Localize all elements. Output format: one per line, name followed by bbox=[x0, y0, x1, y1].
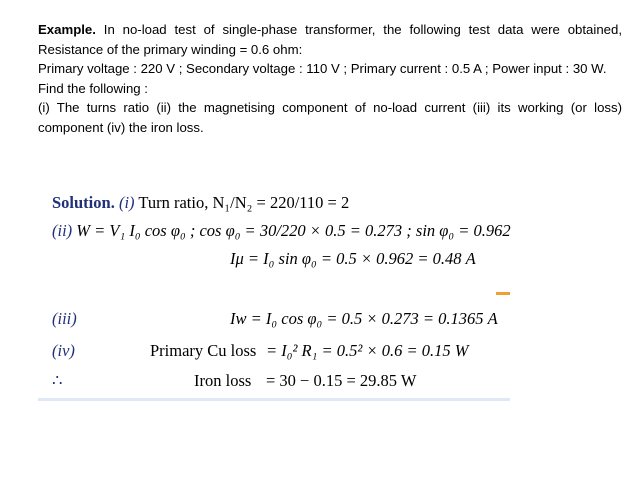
solution-line-2 bbox=[52, 221, 511, 241]
test-data-line: Primary voltage : 220 V ; Secondary voltage : 110 V ; Primary current : 0.5 A ; Power input : 30 W. bbox=[38, 61, 607, 76]
solution-line-3 bbox=[230, 249, 476, 269]
part-iv-label: (iv) bbox=[52, 341, 75, 360]
solution-line-6 bbox=[52, 371, 417, 391]
power-equation: W = V₁ I₀ cos φ₀ ; cos φ₀ = 30/220 × 0.5 = 0.273 ; sin φ₀ = 0.962 bbox=[76, 221, 511, 240]
part-iii-label: (iii) bbox=[52, 309, 77, 328]
solution-line-5 bbox=[52, 341, 469, 361]
example-label: Example. bbox=[38, 22, 96, 37]
therefore-symbol: ∴ bbox=[52, 371, 63, 390]
magnetising-current-eq: Iμ = I₀ sin φ₀ = 0.5 × 0.962 = 0.48 A bbox=[230, 249, 476, 268]
problem-statement bbox=[38, 20, 622, 137]
working-current-eq: Iw = I₀ cos φ₀ = 0.5 × 0.273 = 0.1365 A bbox=[230, 309, 498, 328]
solution-line-1 bbox=[52, 193, 349, 213]
part-i-label: (i) bbox=[118, 193, 135, 212]
part-ii-label: (ii) bbox=[52, 221, 73, 240]
intro-paragraph bbox=[38, 20, 622, 59]
iron-loss-eq: = 30 − 0.15 = 29.85 W bbox=[266, 371, 417, 390]
turn-ratio-text: Turn ratio, N₁/N₂ = 220/110 = 2 bbox=[138, 193, 350, 212]
intro-text: In no-load test of single-phase transformer, the following test data were obtained, Resistance of the primary winding = 0.6 ohm: bbox=[38, 22, 622, 57]
solution-line-4 bbox=[52, 309, 498, 329]
find-line: Find the following : bbox=[38, 80, 148, 96]
cu-loss-eq: = I₀² R₁ = 0.5² × 0.6 = 0.15 W bbox=[266, 341, 469, 360]
solution-heading: Solution. bbox=[52, 193, 115, 212]
solution-image bbox=[38, 185, 510, 401]
parts-line: (i) The turns ratio (ii) the magnetising component of no-load current (iii) its working (or loss) component (iv) the iron loss. bbox=[38, 100, 622, 135]
iron-loss-label: Iron loss bbox=[194, 371, 252, 390]
cu-loss-label: Primary Cu loss bbox=[150, 341, 257, 360]
orange-dash-mark bbox=[496, 292, 510, 295]
